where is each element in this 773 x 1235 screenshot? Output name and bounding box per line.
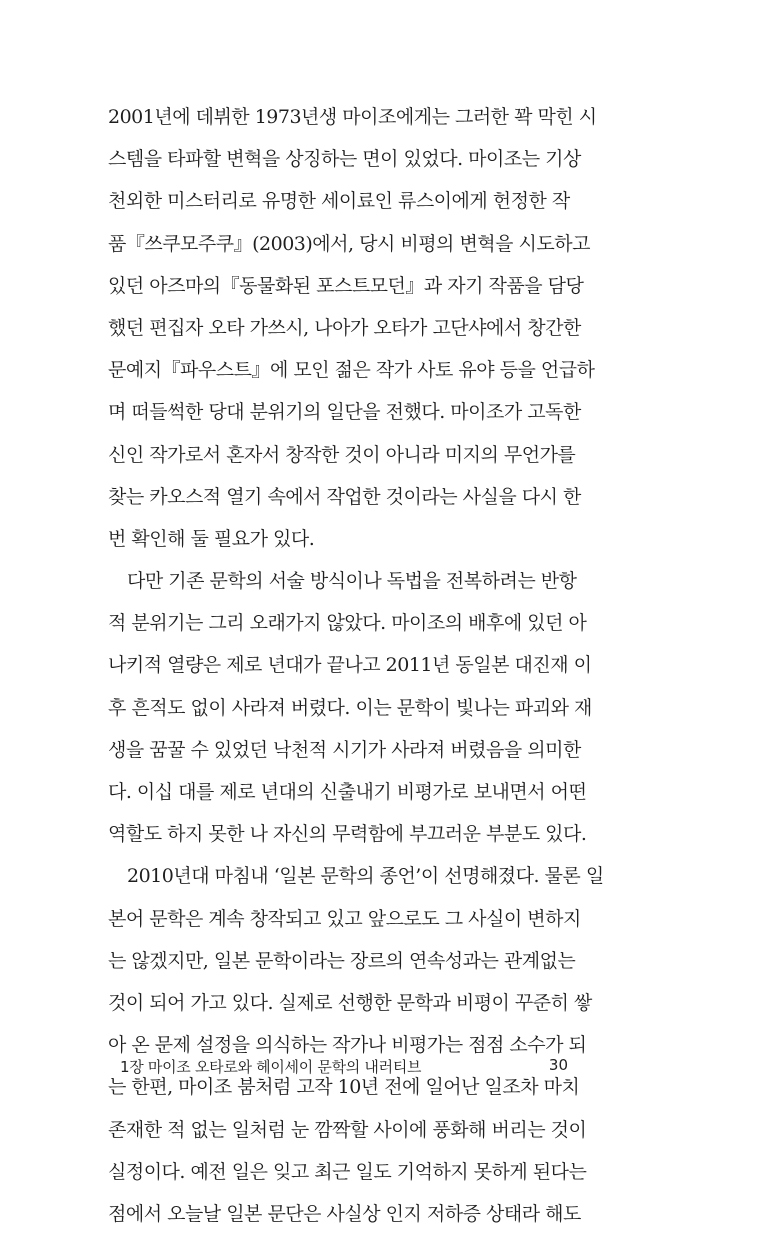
text-line: 점에서 오늘날 일본 문단은 사실상 인지 저하증 상태라 해도 [108, 1202, 581, 1225]
running-footer-chapter: 1장 마이조 오타로와 헤이세이 문학의 내러티브 [120, 1058, 422, 1076]
text-line: 것이 되어 가고 있다. 실제로 선행한 문학과 비평이 꾸준히 쌓 [108, 991, 592, 1014]
text-line: 생을 꿈꿀 수 있었던 낙천적 시기가 사라져 버렸음을 의미한 [108, 738, 581, 761]
text-line: 나키적 열량은 제로 년대가 끝나고 2011년 동일본 대진재 이 [108, 654, 592, 677]
text-line: 했던 편집자 오타 가쓰시, 나아가 오타가 고단샤에서 창간한 [108, 316, 581, 339]
text-line: 신인 작가로서 혼자서 창작한 것이 아니라 미지의 무언가를 [108, 443, 576, 466]
text-line: 품『쓰쿠모주쿠』(2003)에서, 당시 비평의 변혁을 시도하고 [108, 232, 590, 255]
page-number: 30 [548, 1056, 568, 1074]
text-line: 존재한 적 없는 일처럼 눈 깜짝할 사이에 풍화해 버리는 것이 [108, 1118, 587, 1141]
text-line: 역할도 하지 못한 나 자신의 무력함에 부끄러운 부분도 있다. [108, 823, 587, 846]
text-line: 적 분위기는 그리 오래가지 않았다. 마이조의 배후에 있던 아 [108, 612, 587, 635]
text-line: 있던 아즈마의『동물화된 포스트모던』과 자기 작품을 담당 [108, 274, 584, 297]
text-line: 천외한 미스터리로 유명한 세이료인 류스이에게 헌정한 작 [108, 190, 570, 213]
text-line: 찾는 카오스적 열기 속에서 작업한 것이라는 사실을 다시 한 [108, 485, 581, 508]
text-line: 후 흔적도 없이 사라져 버렸다. 이는 문학이 빛나는 파괴와 재 [108, 696, 592, 719]
text-line: 번 확인해 둘 필요가 있다. [108, 527, 315, 550]
text-line: 실정이다. 예전 일은 잊고 최근 일도 기억하지 못하게 된다는 [108, 1160, 587, 1183]
text-line: 문예지『파우스트』에 모인 젊은 작가 사토 유야 등을 언급하 [108, 359, 595, 382]
text-line: 본어 문학은 계속 창작되고 있고 앞으로도 그 사실이 변하지 [108, 907, 581, 930]
text-line: 며 떠들썩한 당대 분위기의 일단을 전했다. 마이조가 고독한 [108, 401, 581, 424]
text-line: 아 온 문제 설정을 의식하는 작가나 비평가는 점점 소수가 되 [108, 1034, 587, 1057]
text-line: 는 한편, 마이조 붐처럼 고작 10년 전에 일어난 일조차 마치 [108, 1076, 580, 1099]
text-line: 2001년에 데뷔한 1973년생 마이조에게는 그러한 꽉 막힌 시 [108, 106, 597, 128]
text-line: 는 않겠지만, 일본 문학이라는 장르의 연속성과는 관계없는 [108, 949, 576, 972]
text-line: 다만 기존 문학의 서술 방식이나 독법을 전복하려는 반항 [127, 570, 577, 593]
text-line: 2010년대 마침내 ‘일본 문학의 종언’이 선명해졌다. 물론 일 [127, 865, 604, 888]
page-footer [120, 1046, 580, 1086]
text-line: 다. 이십 대를 제로 년대의 신출내기 비평가로 보내면서 어떤 [108, 781, 587, 803]
text-line: 스템을 타파할 변혁을 상징하는 면이 있었다. 마이조는 기상 [108, 148, 581, 171]
